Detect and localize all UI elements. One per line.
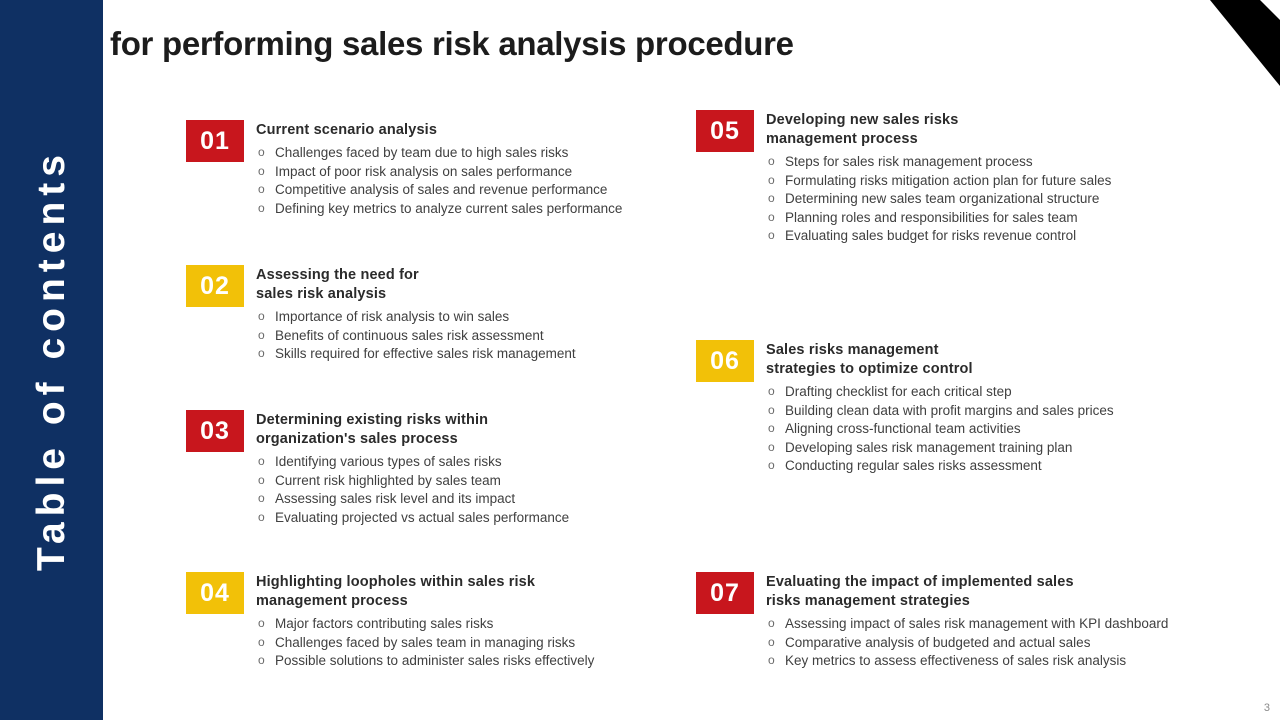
toc-item-06[interactable] xyxy=(696,340,1114,476)
toc-item-bullets xyxy=(256,144,622,217)
list-item: o Building clean data with profit margins and sales prices xyxy=(766,402,1114,420)
toc-number-badge: 06 xyxy=(696,340,754,382)
list-item: o Drafting checklist for each critical step xyxy=(766,383,1114,401)
toc-item-bullets xyxy=(766,153,1111,245)
toc-number-badge: 01 xyxy=(186,120,244,162)
list-item: o Formulating risks mitigation action plan for future sales xyxy=(766,172,1111,190)
toc-number-badge: 07 xyxy=(696,572,754,614)
list-item: o Assessing sales risk level and its impact xyxy=(256,490,569,508)
toc-item-heading: Determining existing risks within organization's sales process xyxy=(256,412,489,447)
toc-item-05[interactable] xyxy=(696,110,1111,246)
list-item: o Challenges faced by sales team in managing risks xyxy=(256,634,594,652)
toc-item-heading: Sales risks management strategies to optimize control xyxy=(766,342,973,377)
list-item: o Developing sales risk management training plan xyxy=(766,439,1114,457)
toc-item-03[interactable] xyxy=(186,410,569,527)
list-item: o Possible solutions to administer sales risks effectively xyxy=(256,652,594,670)
toc-item-02[interactable] xyxy=(186,265,576,364)
list-item: o Skills required for effective sales risk management xyxy=(256,345,576,363)
list-item: o Planning roles and responsibilities for sales team xyxy=(766,209,1111,227)
list-item: o Challenges faced by team due to high sales risks xyxy=(256,144,622,162)
toc-item-bullets xyxy=(256,453,569,526)
list-item: o Determining new sales team organizational structure xyxy=(766,190,1111,208)
toc-item-heading: Assessing the need for sales risk analysis xyxy=(256,267,419,302)
list-item: o Assessing impact of sales risk management with KPI dashboard xyxy=(766,615,1168,633)
toc-number-badge: 04 xyxy=(186,572,244,614)
toc-number-badge: 05 xyxy=(696,110,754,152)
toc-number-badge: 02 xyxy=(186,265,244,307)
list-item: o Aligning cross-functional team activities xyxy=(766,420,1114,438)
sidebar-title: Table of contents xyxy=(29,149,73,571)
toc-item-04[interactable] xyxy=(186,572,594,671)
list-item: o Comparative analysis of budgeted and actual sales xyxy=(766,634,1168,652)
corner-triangle-icon xyxy=(1150,0,1280,90)
toc-item-heading: Developing new sales risks management process xyxy=(766,112,959,147)
list-item: o Competitive analysis of sales and revenue performance xyxy=(256,181,622,199)
list-item: o Major factors contributing sales risks xyxy=(256,615,594,633)
list-item: o Identifying various types of sales risks xyxy=(256,453,569,471)
toc-item-heading: Evaluating the impact of implemented sales risks management strategies xyxy=(766,574,1074,609)
sidebar-edge xyxy=(103,0,111,720)
list-item: o Key metrics to assess effectiveness of sales risk analysis xyxy=(766,652,1168,670)
toc-item-07[interactable] xyxy=(696,572,1168,671)
list-item: o Impact of poor risk analysis on sales performance xyxy=(256,163,622,181)
toc-number-badge: 03 xyxy=(186,410,244,452)
toc-item-bullets xyxy=(766,615,1168,670)
toc-item-bullets xyxy=(766,383,1114,475)
list-item: o Benefits of continuous sales risk assessment xyxy=(256,327,576,345)
list-item: o Conducting regular sales risks assessment xyxy=(766,457,1114,475)
sidebar xyxy=(0,0,103,720)
toc-item-bullets xyxy=(256,615,594,670)
list-item: o Importance of risk analysis to win sales xyxy=(256,308,576,326)
page-number: 3 xyxy=(1263,702,1270,714)
toc-item-heading: Highlighting loopholes within sales risk management process xyxy=(256,574,536,609)
list-item: o Evaluating projected vs actual sales performance xyxy=(256,509,569,527)
page-title: for performing sales risk analysis procedure xyxy=(110,25,794,62)
list-item: o Current risk highlighted by sales team xyxy=(256,472,569,490)
toc-item-heading: Current scenario analysis xyxy=(256,122,438,138)
toc-item-01[interactable] xyxy=(186,120,622,218)
list-item: o Defining key metrics to analyze current sales performance xyxy=(256,200,622,218)
toc-item-bullets xyxy=(256,308,576,363)
list-item: o Steps for sales risk management process xyxy=(766,153,1111,171)
list-item: o Evaluating sales budget for risks revenue control xyxy=(766,227,1111,245)
